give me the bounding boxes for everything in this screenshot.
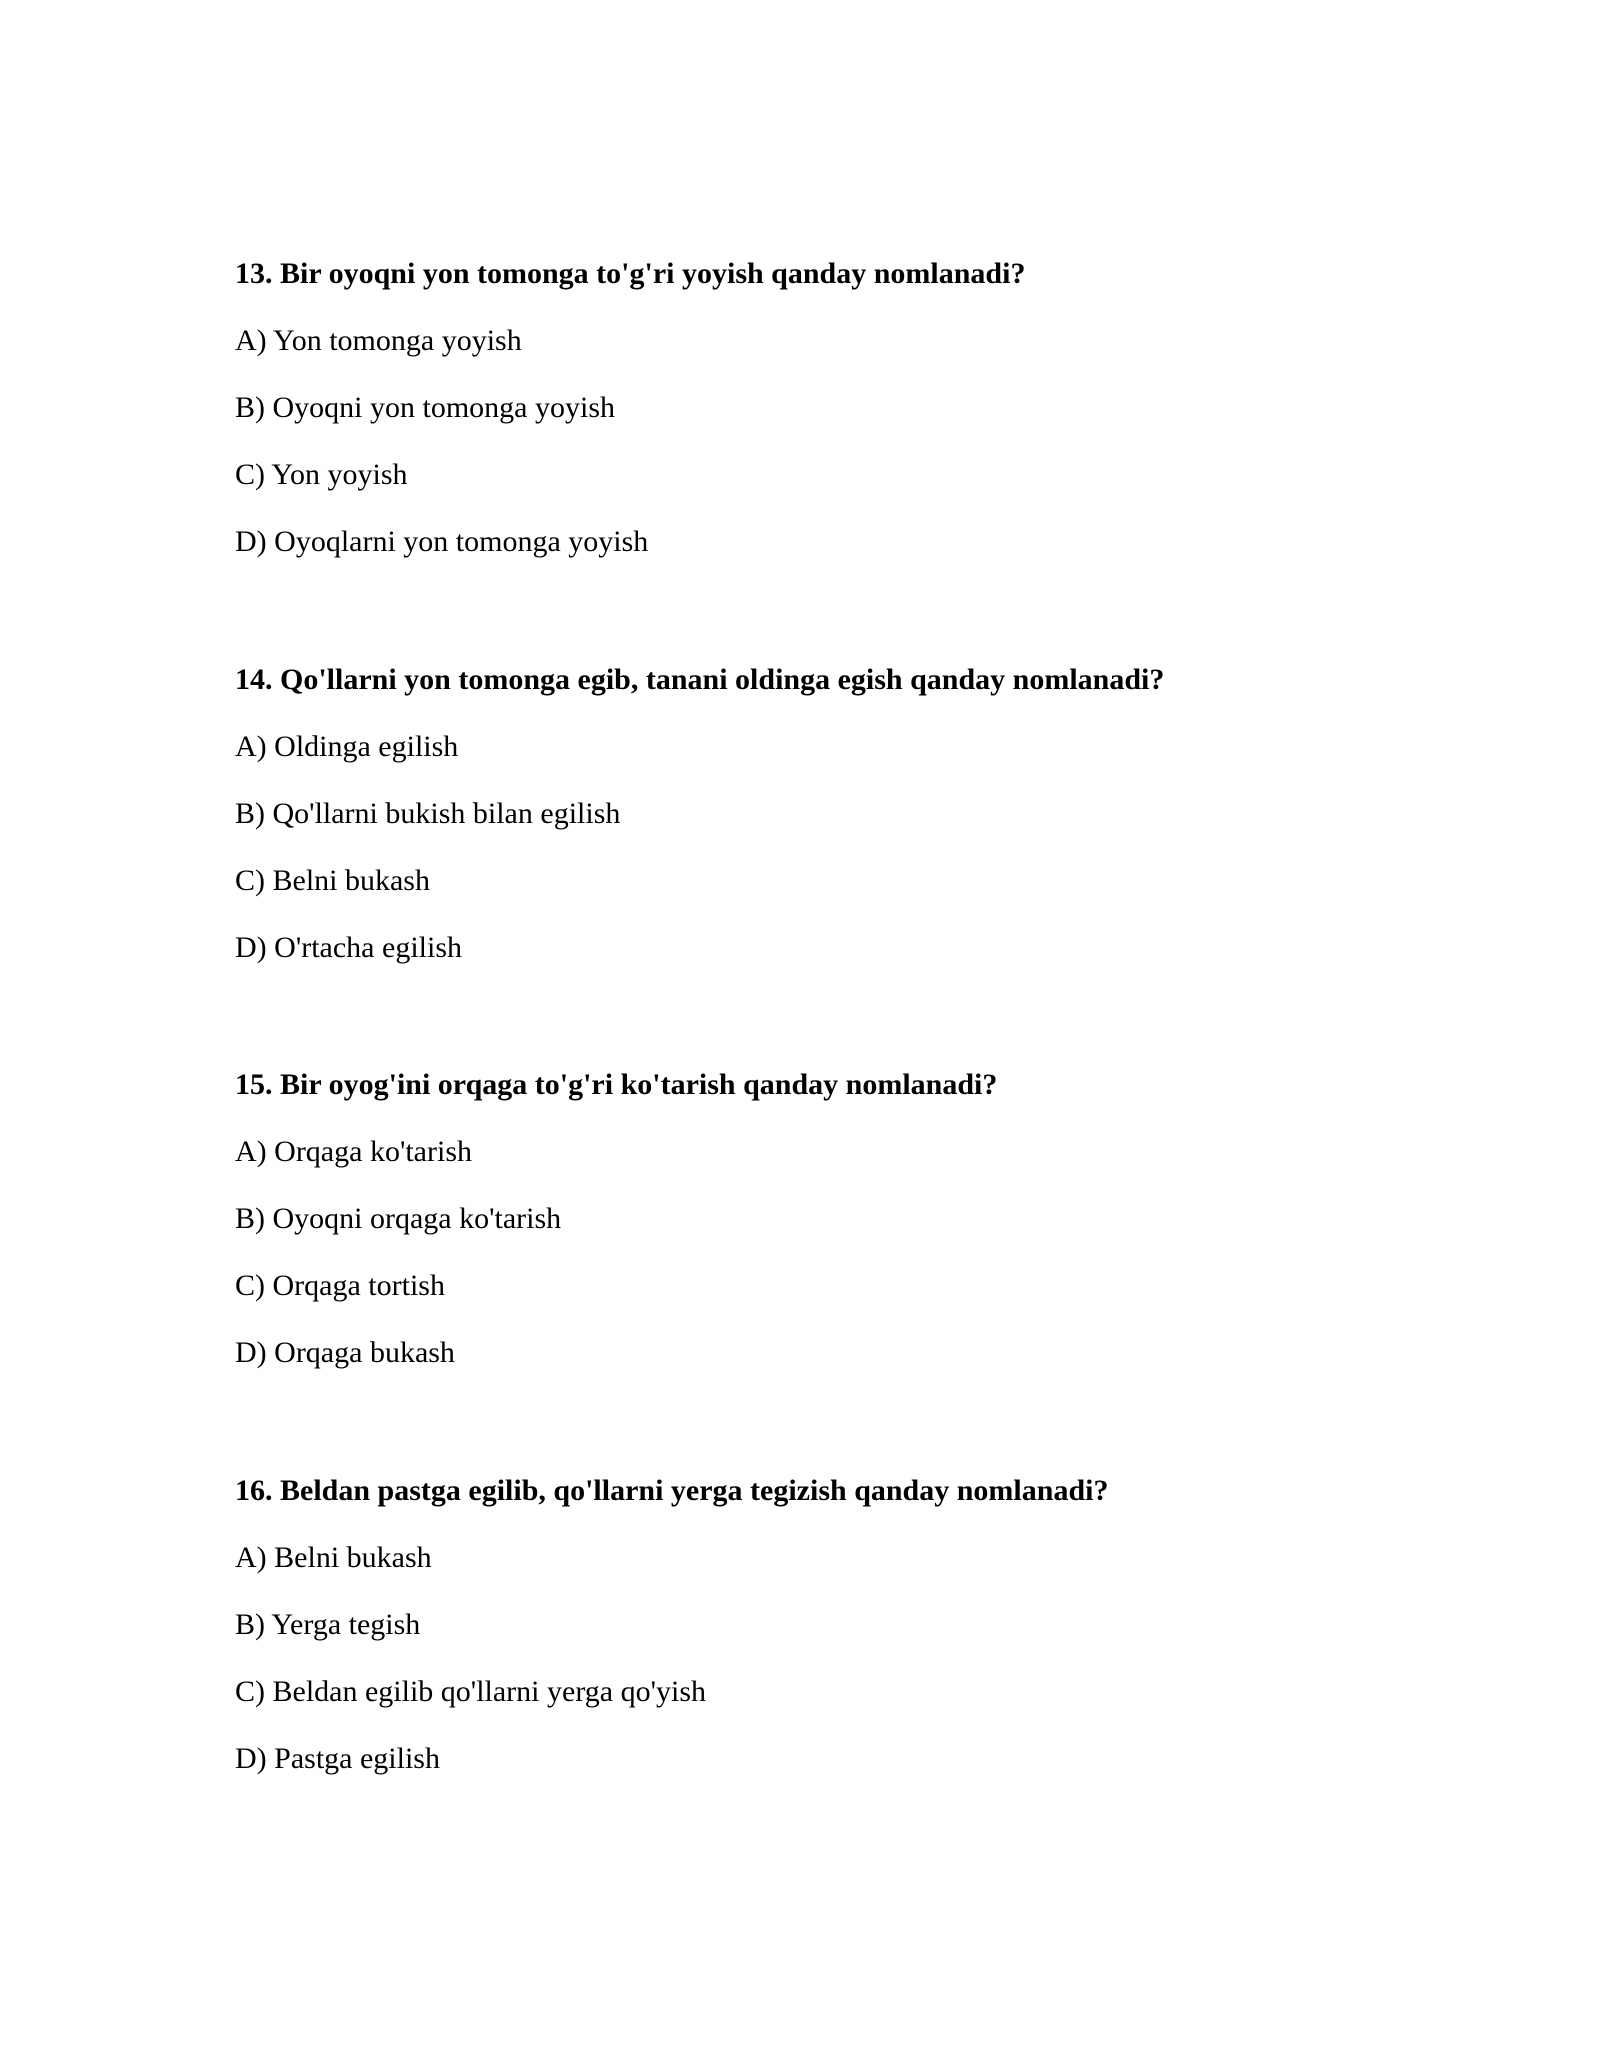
answer-option-a: A) Belni bukash: [235, 1541, 432, 1574]
answer-option-b: B) Yerga tegish: [235, 1608, 421, 1641]
question-text: 15. Bir oyog'ini orqaga to'g'ri ko'tarish qanday nomlanadi?: [235, 1068, 998, 1101]
answer-option-b: B) Oyoqni yon tomonga yoyish: [235, 391, 615, 424]
answer-option-c: C) Yon yoyish: [235, 458, 408, 491]
question-text: 16. Beldan pastga egilib, qo'llarni yerga tegizish qanday nomlanadi?: [235, 1474, 1109, 1507]
answer-option-a: A) Yon tomonga yoyish: [235, 324, 522, 357]
question-15: [235, 1068, 1435, 1370]
question-text: 14. Qo'llarni yon tomonga egib, tanani oldinga egish qanday nomlanadi?: [235, 663, 1165, 696]
answer-option-c: C) Belni bukash: [235, 864, 430, 897]
question-text: 13. Bir oyoqni yon tomonga to'g'ri yoyish qanday nomlanadi?: [235, 257, 1026, 290]
answer-option-a: A) Orqaga ko'tarish: [235, 1135, 472, 1168]
answer-option-c: C) Orqaga tortish: [235, 1269, 445, 1302]
question-13: [235, 257, 1435, 559]
answer-option-a: A) Oldinga egilish: [235, 730, 459, 763]
answer-option-b: B) Oyoqni orqaga ko'tarish: [235, 1202, 562, 1235]
question-14: [235, 663, 1435, 965]
answer-option-c: C) Beldan egilib qo'llarni yerga qo'yish: [235, 1675, 707, 1708]
question-16: [235, 1474, 1435, 1776]
answer-option-b: B) Qo'llarni bukish bilan egilish: [235, 797, 621, 830]
answer-option-d: D) Pastga egilish: [235, 1742, 440, 1775]
answer-option-d: D) Orqaga bukash: [235, 1336, 455, 1369]
answer-option-d: D) Oyoqlarni yon tomonga yoyish: [235, 525, 649, 558]
answer-option-d: D) O'rtacha egilish: [235, 931, 462, 964]
